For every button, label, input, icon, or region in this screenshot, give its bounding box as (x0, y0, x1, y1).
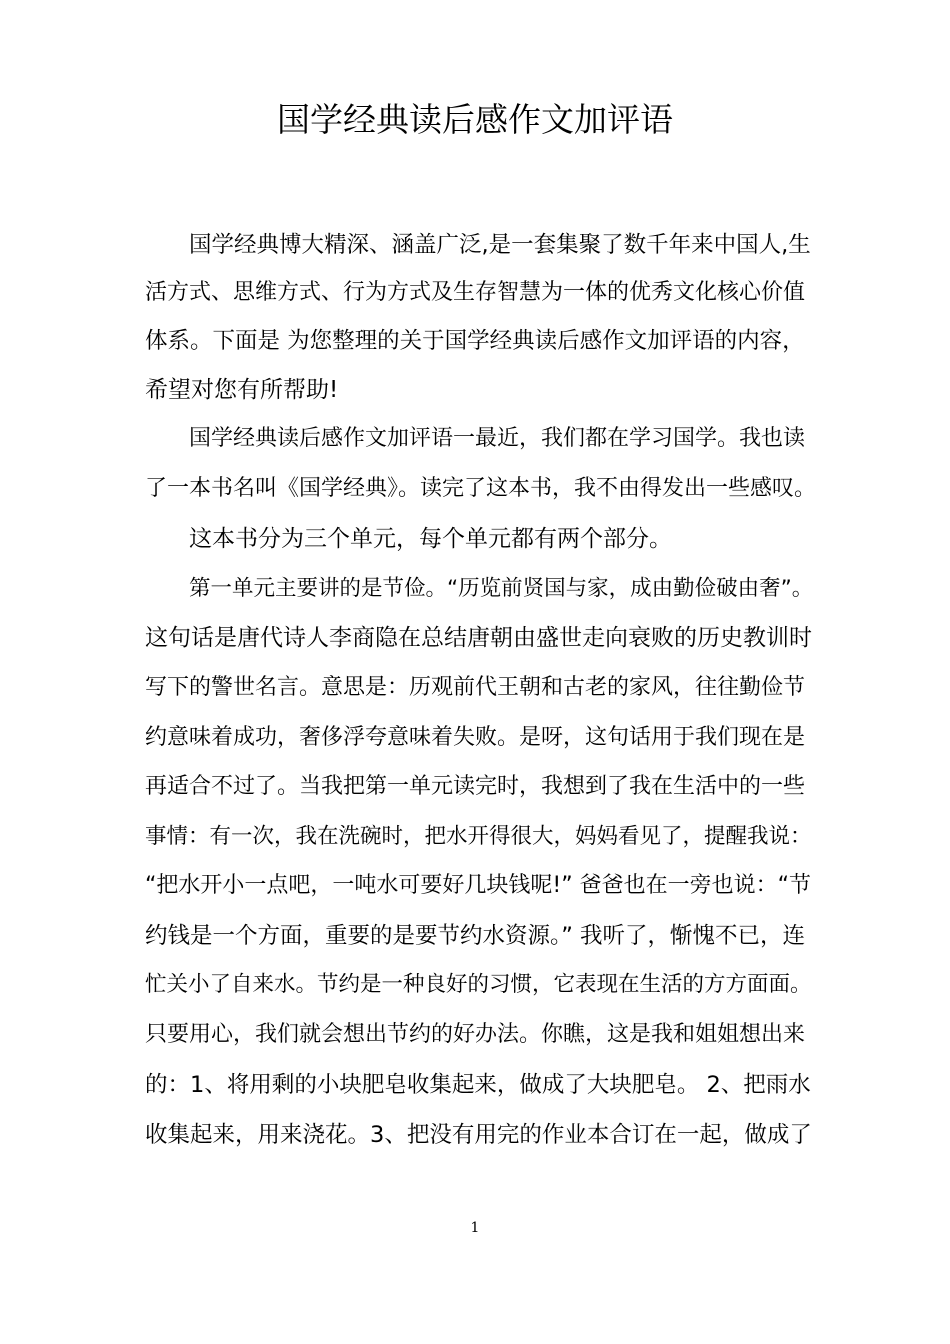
body-line: 体系。下面是 为您整理的关于国学经典读后感作文加评语的内容， (145, 328, 805, 354)
body-line: 约意味着成功，奢侈浮夸意味着失败。是呀，这句话用于我们现在是 (145, 725, 806, 750)
body-line: 国学经典博大精深、涵盖广泛,是一套集聚了数千年来中国人,生 (189, 232, 811, 258)
body-line: 这本书分为三个单元，每个单元都有两个部分。 (189, 526, 672, 552)
body-line: 第一单元主要讲的是节俭。“历览前贤国与家，成由勤俭破由奢”。 (189, 576, 814, 601)
body-line: 收集起来，用来浇花。3、把没有用完的作业本合订在一起，做成了 (145, 1122, 812, 1148)
body-line: 只要用心，我们就会想出节约的好办法。你瞧，这是我和姐姐想出来 (145, 1022, 806, 1047)
body-line: 活方式、思维方式、行为方式及生存智慧为一体的优秀文化核心价值 (145, 280, 806, 305)
body-line: 再适合不过了。当我把第一单元读完时，我想到了我在生活中的一些 (145, 774, 806, 799)
page-number: 1 (470, 1220, 480, 1236)
body-line: 约钱是一个方面，重要的是要节约水资源。” 我听了，惭愧不已，连 (145, 923, 806, 949)
body-line: 希望对您有所帮助! (145, 377, 339, 403)
body-line: 的：1、将用剩的小块肥皂收集起来，做成了大块肥皂。 2、把雨水 (145, 1072, 811, 1098)
body-line: 写下的警世名言。意思是：历观前代王朝和古老的家风，往往勤俭节 (145, 675, 806, 700)
body-line: 了一本书名叫《国学经典》。读完了这本书，我不由得发出一些感叹。 (145, 476, 817, 501)
body-line: “把水开小一点吧，一吨水可要好几块钱呢!” 爸爸也在一旁也说：“节 (145, 873, 812, 898)
document-title: 国学经典读后感作文加评语 (277, 100, 673, 139)
body-line: 这句话是唐代诗人李商隐在总结唐朝由盛世走向衰败的历史教训时 (145, 625, 812, 651)
body-line: 国学经典读后感作文加评语一最近，我们都在学习国学。我也读 (189, 426, 806, 451)
body-line: 事情：有一次，我在洗碗时，把水开得很大，妈妈看见了，提醒我说： (145, 824, 812, 849)
body-line: 忙关小了自来水。节约是一种良好的习惯，它表现在生活的方方面面。 (145, 972, 812, 997)
